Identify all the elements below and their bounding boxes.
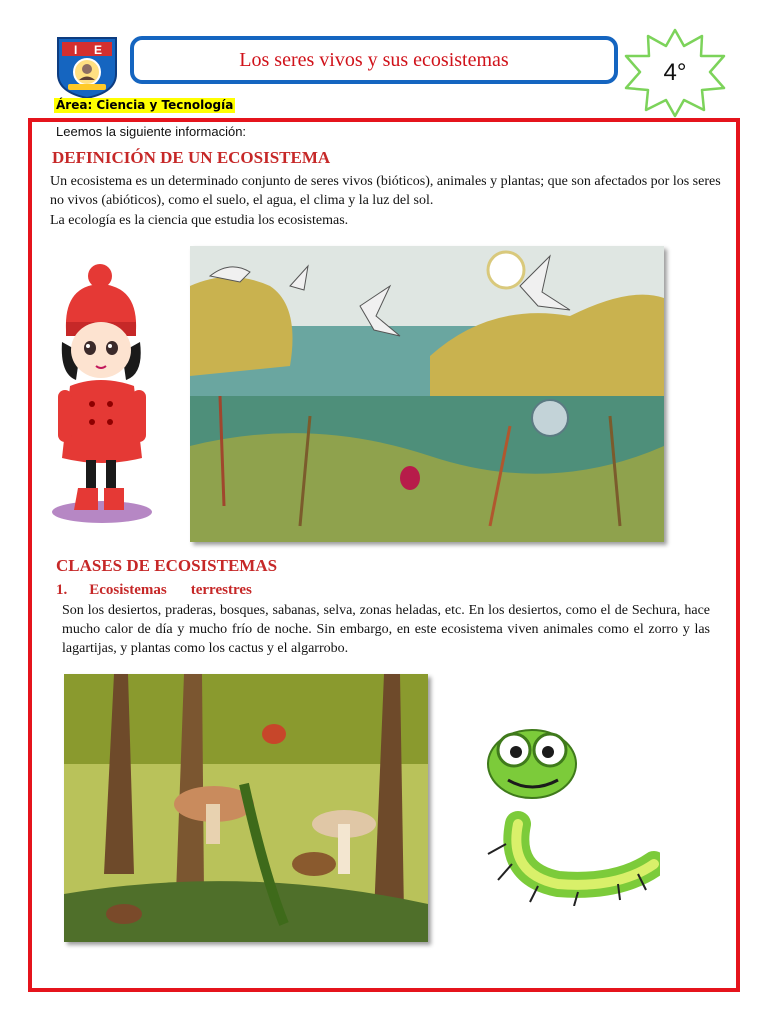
logo-letter-i: I (74, 43, 78, 57)
intro-text: Leemos la siguiente información: (56, 124, 247, 139)
classes-heading: CLASES DE ECOSISTEMAS (56, 556, 278, 575)
grade-label: 4° (663, 59, 687, 86)
definition-heading: DEFINICIÓN DE UN ECOSISTEMA (52, 148, 331, 167)
definition-paragraph: Un ecosistema es un determinado conjunto de seres vivos (bióticos), animales y plantas; que son afectados por los seres no vivos (abióticos), como el suelo, el agua, el clima y la luz del sol. (50, 174, 721, 208)
logo-letter-e: E (94, 43, 103, 57)
terrestrial-word-2: terrestres (190, 582, 252, 598)
terrestrial-heading (56, 582, 252, 599)
terrestrial-paragraph: Son los desiertos, praderas, bosques, sabanas, selva, zonas heladas, etc. En los desiertos, como el de Sechura, hace mucho calor de día y mucho frío de noche. Sin embargo, en este ecosistema viven animales como el zorro y las lagartijas, y plantas como los cactus y el algarrobo. (62, 603, 710, 656)
ecology-sentence: La ecología es la ciencia que estudia los ecosistemas. (50, 213, 349, 228)
terrestrial-word-1: Ecosistemas (89, 582, 167, 598)
title-box (130, 36, 618, 84)
marine-ecosystem-illustration (190, 246, 664, 542)
school-logo (54, 34, 120, 100)
girl-illustration (50, 262, 154, 524)
terrestrial-number: 1. (56, 582, 68, 598)
caterpillar-illustration (478, 724, 660, 906)
page-title: Los seres vivos y sus ecosistemas (239, 48, 509, 71)
forest-ecosystem-illustration (64, 674, 428, 942)
subject-area: Área: Ciencia y Tecnología (56, 98, 234, 112)
